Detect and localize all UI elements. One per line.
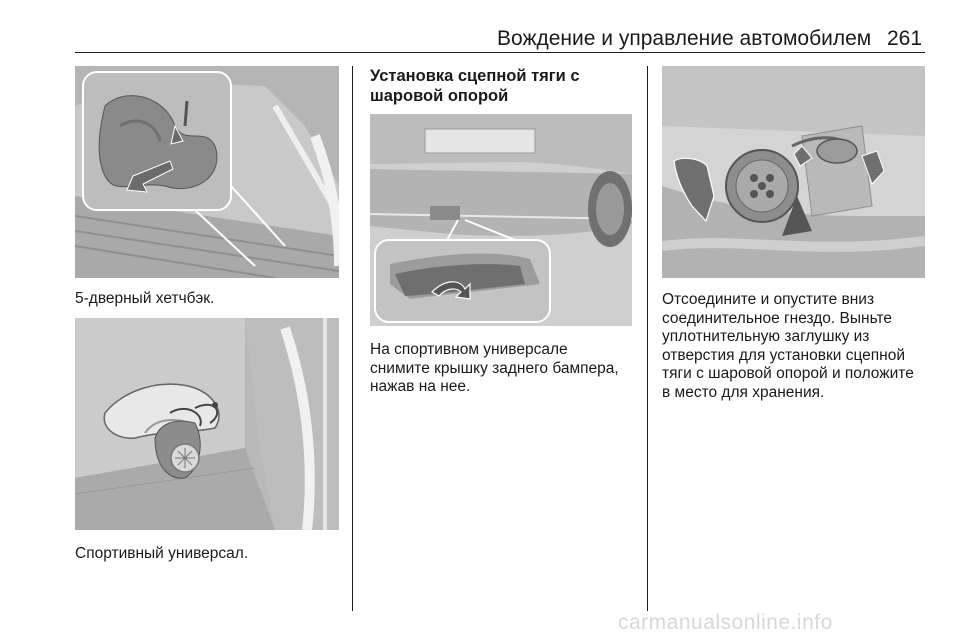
column-divider-2 [647, 66, 648, 611]
section-heading: Установка сцепной тяги с шаровой опорой [370, 67, 580, 105]
figure-rear-bumper-cover [370, 114, 632, 326]
figure-hatchback-trunk [75, 66, 339, 278]
column-divider-1 [352, 66, 353, 611]
figure-2-caption: Спортивный универсал. [75, 545, 249, 562]
column-3-text: Отсоедините и опустите вниз соединительное гнездо. Выньте уплотнительную заглушку из отверстия для установки сцепной тяги с шаровой опорой и положите в место для хранения. [662, 291, 914, 401]
figure-1-caption: 5-дверный хетчбэк. [75, 290, 215, 307]
page-number: 261 [887, 27, 923, 50]
header-rule [75, 52, 925, 53]
page-header-title: Вождение и управление автомобилем [497, 27, 872, 50]
column-2-text: На спортивном универсале снимите крышку заднего бампера, нажав на нее. [370, 341, 619, 395]
watermark: carmanualsonline.info [618, 611, 833, 634]
figure-tow-socket [662, 66, 925, 278]
figure-sports-tourer-trunk [75, 318, 339, 530]
